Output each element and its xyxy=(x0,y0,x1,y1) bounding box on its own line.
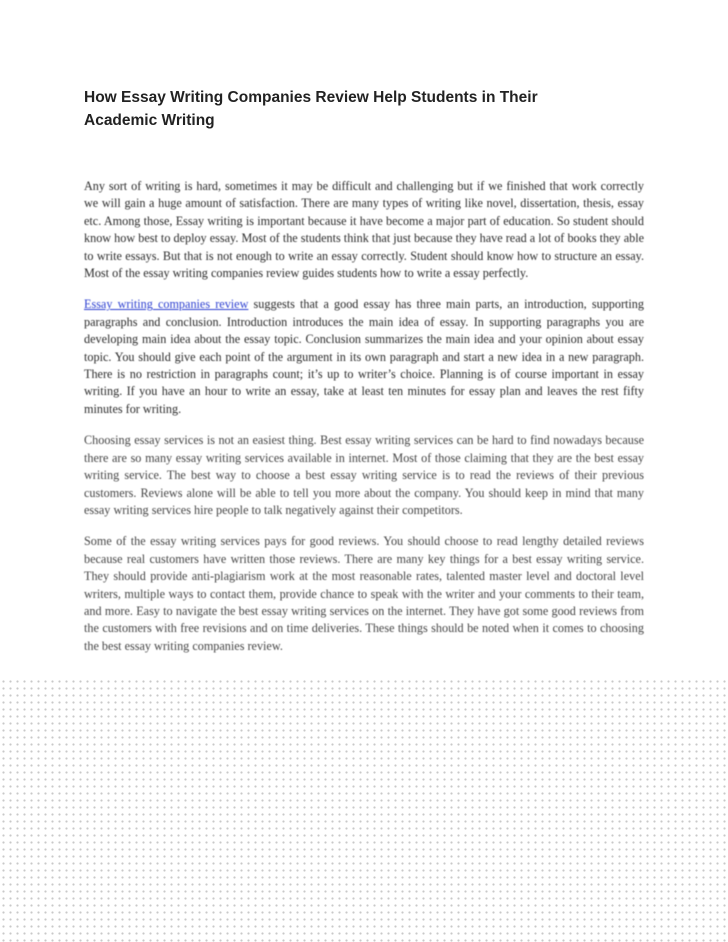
paragraph-2 xyxy=(84,296,644,418)
preview-dot-overlay xyxy=(0,678,728,942)
document-body xyxy=(84,178,644,669)
paragraph-4: Some of the essay writing services pays for good reviews. You should choose to read lengthy detailed reviews because real customers have written those reviews. There are many key things for a best essay writing service. They should provide anti-plagiarism work at the most reasonable rates, talented master level and doctoral level writers, multiple ways to contact them, provide chance to speak with the writer and your comments to their team, and more. Easy to navigate the best essay writing services on the internet. They have got some good reviews from the customers with free revisions and on time deliveries. These things should be noted when it comes to choosing the best essay writing companies review. xyxy=(84,534,644,653)
essay-writing-companies-review-link[interactable]: Essay writing companies review xyxy=(84,297,249,312)
paragraph-2-text: suggests that a good essay has three main parts, an introduction, supporting paragraphs and conclusion. Introduction introduces the main idea of essay. In supporting paragraphs you are developing main idea about the essay topic. Conclusion summarizes the main idea and your opinion about essay topic. You should give each point of the argument in its own paragraph and start a new idea in a new paragraph. There is no restriction in paragraphs count; it’s up to writer’s choice. Planning is of course important in essay writing. If you have an hour to write an essay, take at least ten minutes for essay plan and leaves the rest fifty minutes for writing. xyxy=(84,297,644,416)
paragraph-3: Choosing essay services is not an easiest thing. Best essay writing services can be hard to find nowadays because there are so many essay writing services available in internet. Most of those claiming that they are the best essay writing service. The best way to choose a best essay writing service is to read the reviews of their previous customers. Reviews alone will be able to tell you more about the company. You should keep in mind that many essay writing services hire people to talk negatively against their competitors. xyxy=(84,433,644,517)
document-title: How Essay Writing Companies Review Help Students in Their Academic Writing xyxy=(84,89,538,129)
paragraph-1: Any sort of writing is hard, sometimes it may be difficult and challenging but if we finished that work correctly we will gain a huge amount of satisfaction. There are many types of writing like novel, dissertation, thesis, essay etc. Among those, Essay writing is important because it have become a major part of education. So student should know how best to deploy essay. Most of the students think that just because they have read a lot of books they able to write essays. But that is not enough to write an essay correctly. Student should know how to structure an essay. Most of the essay writing companies review guides students how to write a essay perfectly. xyxy=(84,179,644,281)
